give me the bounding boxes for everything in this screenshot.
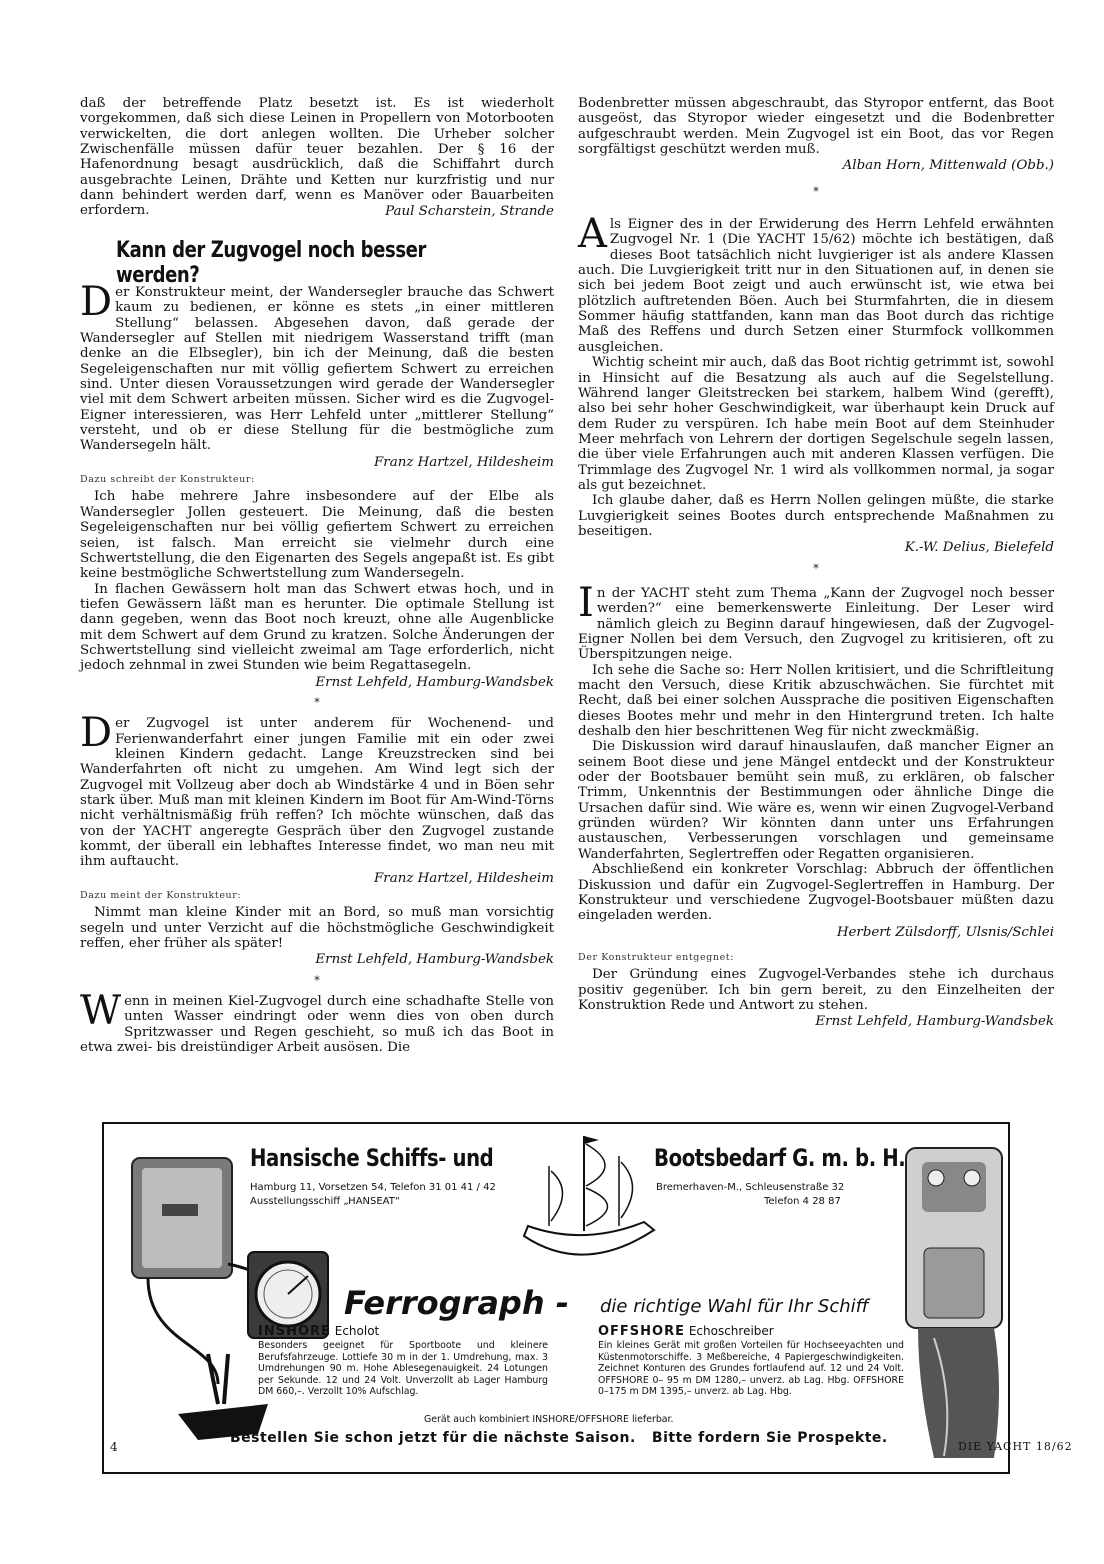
letter-4: Als Eigner des in der Erwiderung des Herrn Lehfeld erwähnten Zugvogel Nr. 1 (Die YACHT 15/62) möchte ich bestätigen, daß dieses Boot tatsächlich nicht luvgieriger ist als andere Klassen auch. Die Luvgierigkeit tritt nur in den Situationen auf, in denen sie sich bei jedem Boot zeigt und auch erwünscht ist, wie etwa bei plötzlich auftretenden Böen. Auch bei Sturmfahrten, die in diesem Sommer häufig stattfanden, kann man das Boot durch das richtige Maß des Reffens und durch Setzen einer Sturmfock vollkommen ausgleichen. [578,211,1054,355]
reply-3-text: Der Gründung eines Zugvogel-Verbandes stehe ich durchaus positiv gegenüber. Ich bin gern bereit, zu den Einzelheiten der Konstruktion Rede und Antwort zu stehen. [578,967,1054,1013]
letter-5-p3: Die Diskussion wird darauf hinauslaufen, daß mancher Eigner an seinem Boot diese und jene Mängel entdeckt und der Konstrukteur oder der Bootsbauer bemüht sein muß, zu erklären, ob falscher Trimm, Unkenntnis der Bestimmungen oder ähnliche Dinge die Ursachen dafür sind. Wie wäre es, wenn wir einen Zugvogel-Verband gründen würden? Wir könnten dann unter uns Erfahrungen austauschen, Verbesserungen vorschlagen und gemeinsame Wanderfahrten, Seglertreffen oder Regatten organisieren. [578,739,1054,862]
drop-cap: W [80,988,122,1035]
reply-1-signature: Ernst Lehfeld, Hamburg-Wandsbek [315,674,554,690]
reply-2-label: Dazu meint der Konstrukteur: [80,890,242,902]
separator-star: * [314,695,320,709]
drop-cap: A [578,211,607,258]
inshore-subtitle: Echolot [334,1324,380,1338]
intro-signature: Paul Scharstein, Strande [385,203,554,219]
reply-1-label: Dazu schreibt der Konstrukteur: [80,474,255,486]
letter-1-signature: Franz Hartzel, Hildesheim [374,454,554,470]
address-right-2: Telefon 4 28 87 [764,1196,841,1207]
letter-2: Der Zugvogel ist unter anderem für Wochenend- und Ferienwanderfahrt einer jungen Familie mit ein oder zwei kleinen Kindern gedacht. Lange Kreuzstrecken sind bei Wanderfahrten oft nicht zu umgehen. Am Wind legt sich der Zugvogel mit Vollzeug aber doch ab Windstärke 4 und in Böen sehr stark über. Muß man mit kleinen Kindern im Boot für Am-Wind-Törns nicht verhältnismäßig früh reffen? Ich möchte wünschen, daß das von der YACHT angeregte Gespräch über den Zugvogel zustande kommt, der überall ein lebhaftes Interesse findet, wo man neu mit ihm auftaucht. [80,710,554,870]
reply-3-label: Der Konstrukteur entgegnet: [578,951,735,963]
echo-recorder-illustration [894,1138,1006,1468]
advertisement [102,1122,1010,1474]
inshore-heading [258,1324,379,1339]
letter-5-signature: Herbert Zülsdorff, Ulsnis/Schlei [836,924,1054,940]
right-column [578,96,1054,1030]
order-callout: Bestellen Sie schon jetzt für die nächste Saison. Bitte fordern Sie Prospekte. [230,1430,888,1446]
drop-cap: D [80,710,113,757]
reply-2-text: Nimmt man kleine Kinder mit an Bord, so muß man vorsichtig segeln und unter Verzicht auf die höchstmögliche Geschwindigkeit reffen, eher früher als später! [80,905,554,952]
separator-star: * [813,561,819,575]
inshore-description: Besonders geeignet für Sportboote und kleinere Berufsfahrzeuge. Lottiefe 30 m in der 1. Umdrehung, max. 3 Umdrehungen 90 m. Hohe Ablesegenauigkeit. 24 Lotungen per Sekunde. 12 und 24 Volt. Unverzollt ab Lager Hamburg DM 660,–. Verzollt 10% Aufschlag. [258,1340,548,1397]
separator-star: * [314,973,320,987]
letter-2-signature: Franz Hartzel, Hildesheim [374,870,554,886]
letter-1: Der Konstrukteur meint, der Wandersegler brauche das Schwert kaum zu bedienen, er könne es stets „in einer mittleren Stellung“ belassen. Abgesehen davon, daß gerade der Wandersegler auf Stellen mit niedrigem Wasserstand trifft (man denke an die Elbsegler), bin ich der Meinung, daß die besten Segeleigenschaften nur mit völlig gefiertem Schwert zu erreichen sind. Unter diesen Voraussetzungen wird gerade der Wandersegler viel mit dem Schwert arbeiten müssen. Sicher wird es die Zugvogel-Eigner interessieren, was Herr Lehfeld unter „mittlerer Stellung“ versteht, und ob er diese Stellung für die bestmögliche zum Wandersegeln hält. [80,279,554,454]
company-name-right: Bootsbedarf G. m. b. H. [654,1144,906,1172]
drop-cap: D [80,279,113,325]
address-right-1: Bremerhaven-M., Schleusenstraße 32 [656,1182,845,1193]
inshore-title: INSHORE [258,1324,331,1339]
reply-3-signature: Ernst Lehfeld, Hamburg-Wandsbek [815,1014,1054,1030]
combined-note: Gerät auch kombiniert INSHORE/OFFSHORE lieferbar. [424,1414,674,1425]
brand-name: Ferrograph - [344,1284,570,1322]
letter-3: Wenn in meinen Kiel-Zugvogel durch eine schadhafte Stelle von unten Wasser eindringt oder wenn dies von oben durch Spritzwasser und Regen geschieht, so muß ich das Boot in etwa zwei- bis dreistündiger Arbeit ausösen. Die [80,988,554,1056]
letter-5-p4: Abschließend ein konkreter Vorschlag: Abbruch der öffentlichen Diskussion und dafür ein Zugvogel-Seglertreffen in Hamburg. Der Konstrukteur und verschiedene Zugvogel-Bootsbauer müßten dazu eingeladen werden. [578,862,1054,924]
intro-paragraph: daß der betreffende Platz besetzt ist. Es ist wiederholt vorgekommen, daß sich diese Leinen in Propellern von Motorbooten verwickelten, die dort anlegen wollten. Die Urheber solcher Zwischenfälle müssen dafür teuer bezahlen. Der § 16 der Hafenordnung besagt ausdrücklich, daß die Schiffahrt durch ausgebrachte Leinen, Drähte und Ketten nur kurzfristig und nur dann behindert werden darf, wenn es Manöver oder Bauarbeiten erfordern. [80,96,554,219]
offshore-title: OFFSHORE [598,1324,685,1339]
sailing-ship-logo [504,1126,674,1276]
offshore-heading [598,1324,774,1339]
letter-4-p2: Wichtig scheint mir auch, daß das Boot richtig getrimmt ist, sowohl in Hinsicht auf die Besatzung als auch auf die Segelstellung. Während langer Gleitstrecken bei starkem, halbem Wind (gerefft), also bei sehr hoher Geschwindigkeit, war überhaupt kein Druck auf dem Ruder zu verspüren. Ich habe mein Boot auf dem Steinhuder Meer mehrfach von Lehrern der dortigen Segelschule segeln lassen, die über viele Erfahrungen auch mit anderen Klassen verfügen. Die Trimmlage des Zugvogel Nr. 1 wird als vollkommen normal, ja sogar als gut bezeichnet. [578,355,1054,493]
page-number: 4 [110,1440,118,1454]
continued-text: Bodenbretter müssen abgeschraubt, das Styropor entfernt, das Boot ausgeöst, das Styropor wieder eingesetzt und die Bodenbretter aufgeschraubt werden. Mein Zugvogel ist ein Boot, das vor Regen sorgfältigst geschützt werden muß. [578,96,1054,158]
offshore-subtitle: Echoschreiber [688,1324,774,1338]
company-name-left: Hansische Schiffs- und [250,1144,494,1172]
letter-4-p3: Ich glaube daher, daß es Herrn Nollen gelingen müßte, die starke Luvgierigkeit seines Bootes durch entsprechende Maßnahmen zu beseitigen. [578,493,1054,539]
letter-5: In der YACHT steht zum Thema „Kann der Zugvogel noch besser werden?“ eine bemerkenswerte Einleitung. Der Leser wird nämlich gleich zu Beginn darauf hingewiesen, daß der Zugvogel-Eigner Nollen bei dem Versuch, den Zugvogel zu kritisieren, oft zu Überspitzungen neige. [578,579,1054,663]
address-left-2: Ausstellungsschiff „HANSEAT“ [250,1196,401,1207]
drop-cap: I [578,579,594,626]
letter-4-signature: K.-W. Delius, Bielefeld [904,540,1054,556]
address-left-1: Hamburg 11, Vorsetzen 54, Telefon 31 01 41 / 42 [250,1182,496,1193]
reply-1-p2: In flachen Gewässern holt man das Schwert etwas hoch, und in tiefen Gewässern läßt man es herunter. Die optimale Stellung ist dann gegeben, wenn das Boot noch kreuzt, ohne alle Augenblicke mit dem Schwert auf dem Grund zu kratzen. Solche Änderungen der Schwertstellung sind vielleicht zweimal am Tage erforderlich, nicht jedoch zehnmal in zwei Stunden wie beim Regattasegeln. [80,581,554,674]
reply-2-signature: Ernst Lehfeld, Hamburg-Wandsbek [315,952,554,968]
continued-signature: Alban Horn, Mittenwald (Obb.) [842,158,1054,174]
separator-star: * [813,184,819,198]
offshore-description: Ein kleines Gerät mit großen Vorteilen für Hochseeyachten und Küstenmotorschiffe. 3 Meßbereiche, 4 Papiergeschwindigkeiten. Zeichnet Konturen des Grundes fortlaufend auf. 12 und 24 Volt. OFFSHORE 0– 95 m DM 1280,– unverz. ab Lag. Hbg. OFFSHORE 0–175 m DM 1395,– unverz. ab Lag. Hbg. [598,1340,904,1397]
left-column [80,96,554,219]
reply-1-p1: Ich habe mehrere Jahre insbesondere auf der Elbe als Wandersegler Jollen gesteuert. Die Meinung, daß die besten Segeleigenschaften nur bei völlig gefiertem Schwert zu erreichen seien, ist falsch. Man erreicht sie vielmehr durch eine Schwertstellung, die den Eigenarten des Segels angepaßt ist. Es gibt keine bestmögliche Schwertstellung zum Wandersegeln. [80,489,554,582]
left-column-body [80,279,554,1056]
letter-5-p2: Ich sehe die Sache so: Herr Nollen kritisiert, und die Schriftleitung macht den Versuch, diese Kritik abzuschwächen. Sie fürchtet mit Recht, daß bei einer solchen Aussprache die positiven Eigenschaften dieses Bootes mehr und mehr in den Hintergrund treten. Ich halte deshalb den hier beschrittenen Weg für nicht zweckmäßig. [578,662,1054,740]
brand-tagline: die richtige Wahl für Ihr Schiff [600,1296,869,1317]
issue-label: DIE YACHT 18/62 [958,1440,1073,1453]
article-heading: Kann der Zugvogel noch besser werden? [116,238,426,288]
